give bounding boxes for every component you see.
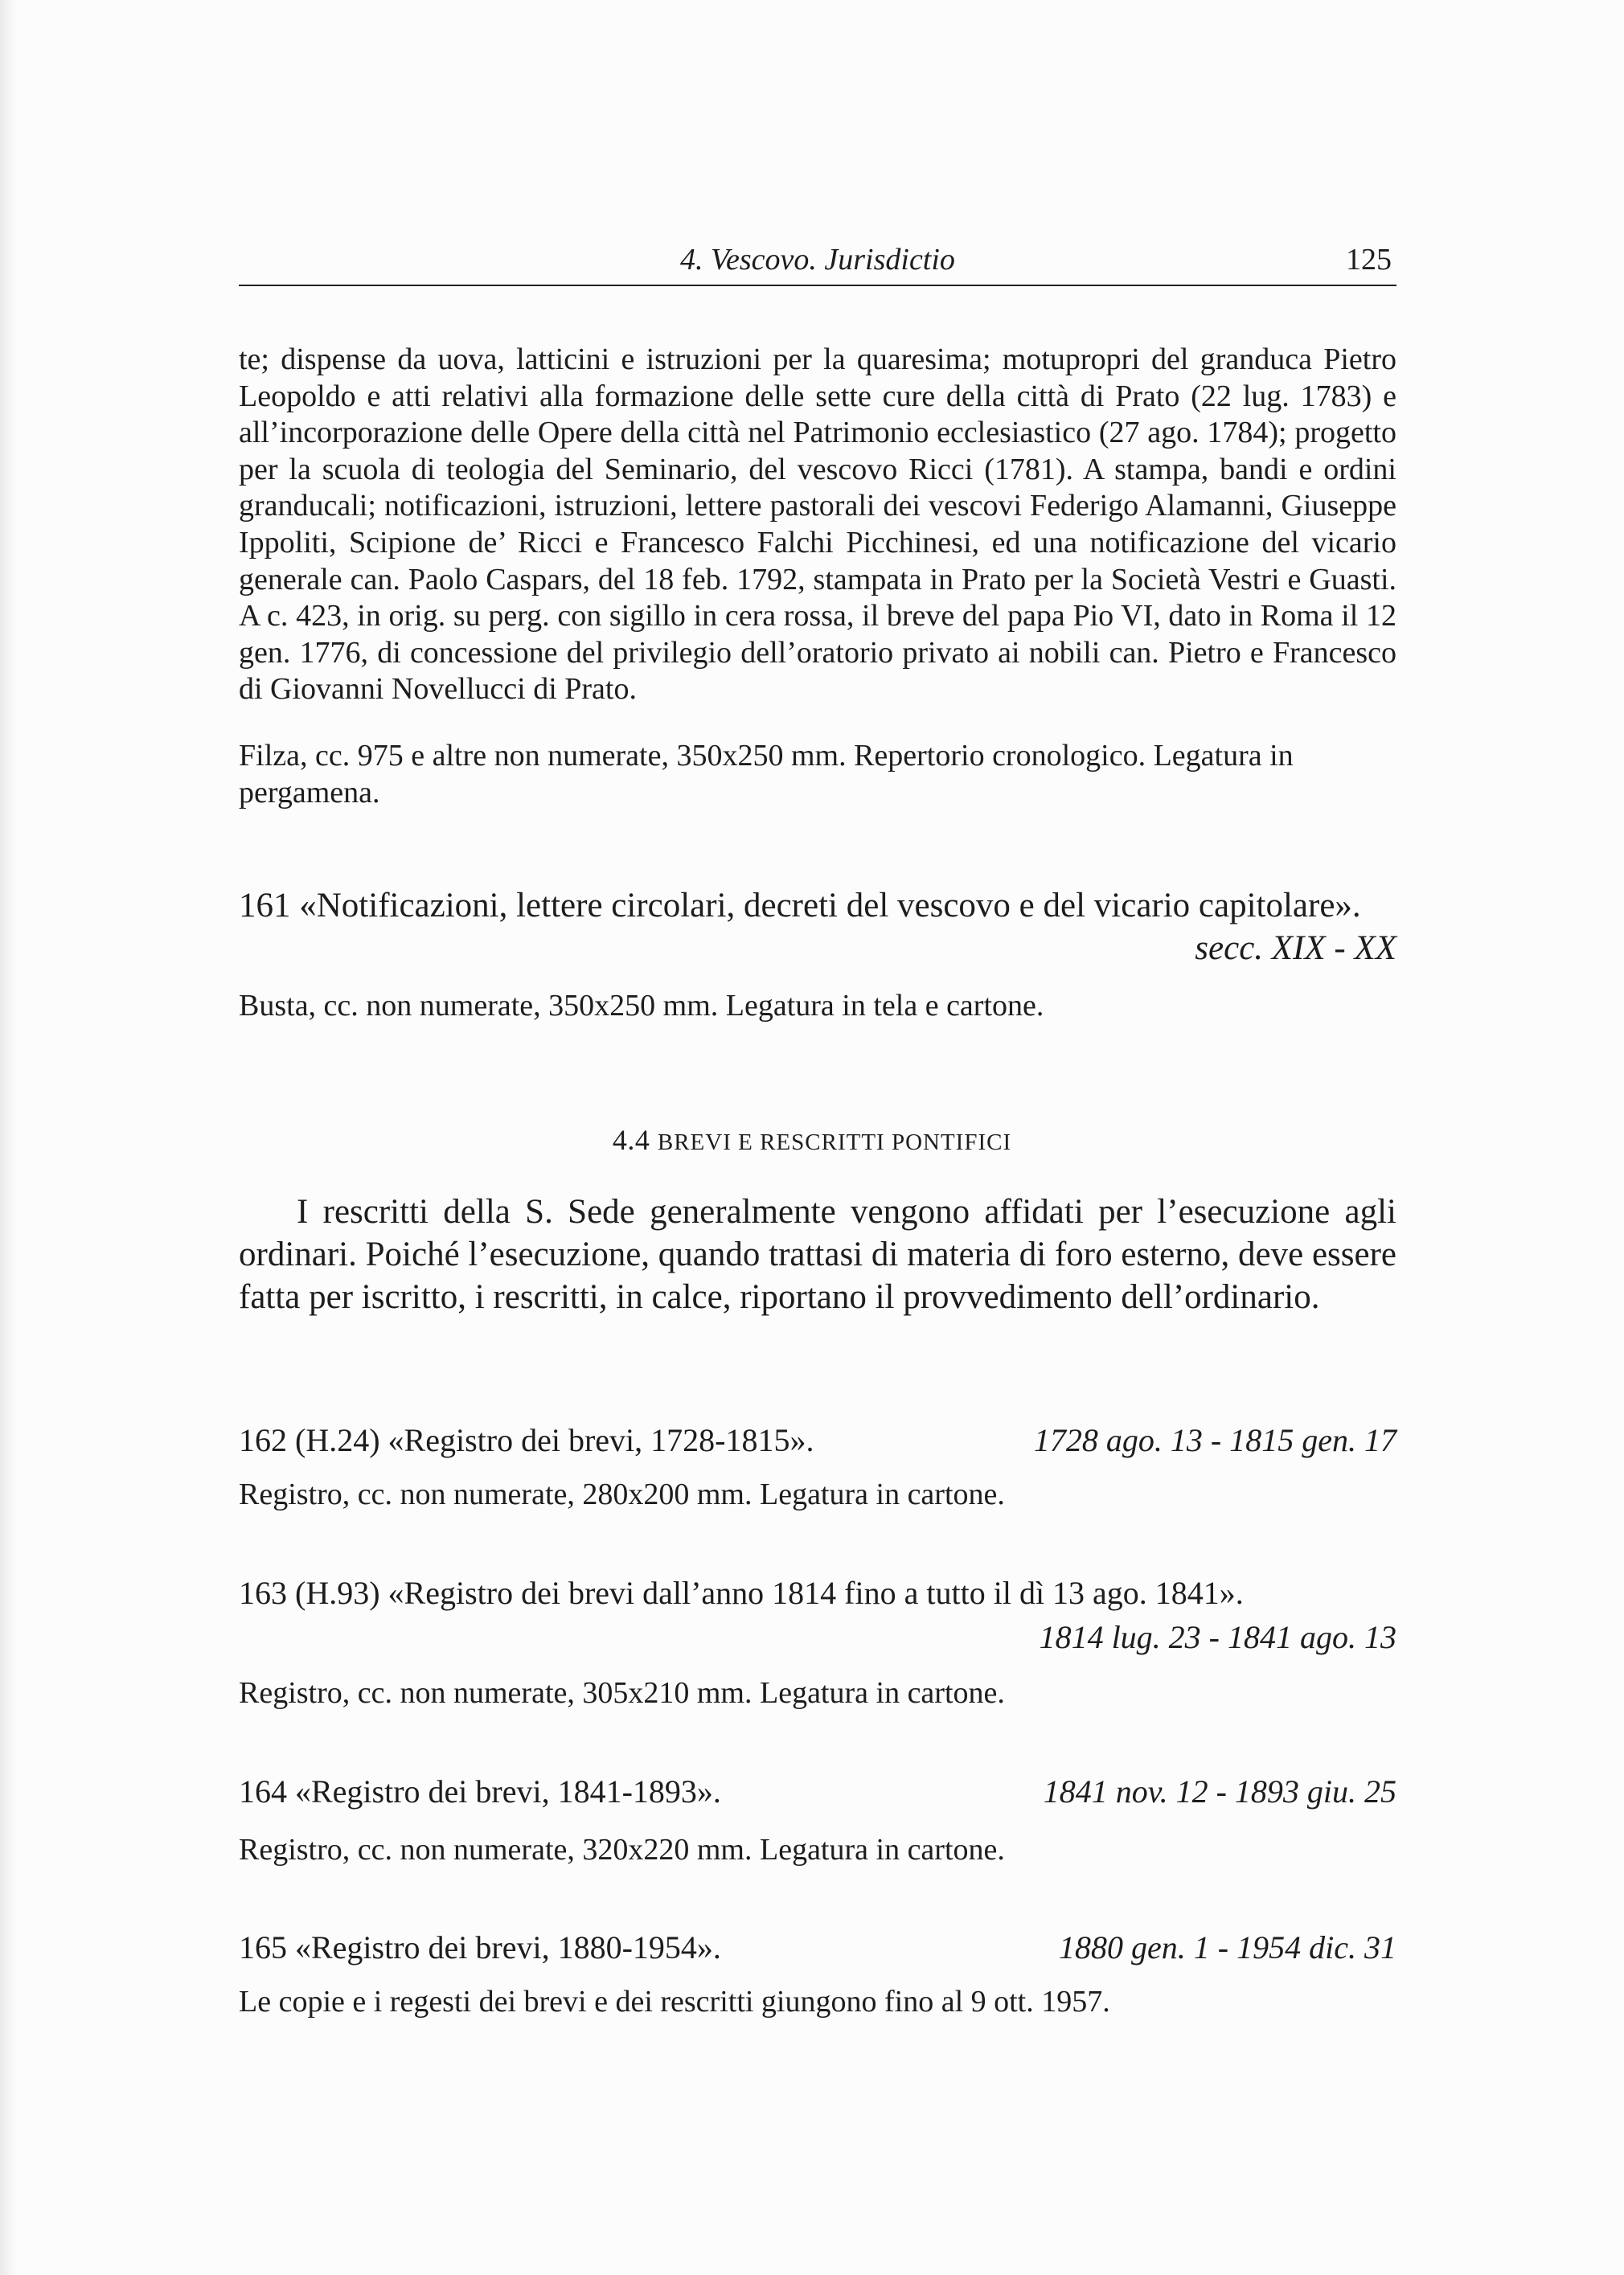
entry-161-date: secc. XIX - XX	[1195, 929, 1396, 967]
running-head: 4. Vescovo. Jurisdictio	[680, 243, 955, 277]
entry-163-date: 1814 lug. 23 - 1841 ago. 13	[1039, 1619, 1396, 1655]
continuation-description-text: Filza, cc. 975 e altre non numerate, 350x250 mm. Repertorio cronologico. Legatura in pergamena.	[239, 739, 1294, 810]
page-number: 125	[1346, 243, 1392, 277]
continuation-paragraph	[239, 342, 1396, 708]
page-header	[239, 240, 1396, 286]
entry-161-description: Busta, cc. non numerate, 350x250 mm. Legatura in tela e cartone.	[239, 989, 1044, 1023]
entry-165-date: 1880 gen. 1 - 1954 dic. 31	[1059, 1929, 1396, 1966]
entry-163-title: 163 (H.93) «Registro dei brevi dall’anno 1814 fino a tutto il dì 13 ago. 1841».	[239, 1575, 1244, 1611]
section-body-text: I rescritti della S. Sede generalmente vengono affidati per l’esecuzione agli ordinari. Poiché l’esecuzione, quando trattasi di materia di foro esterno, deve essere fatta per iscritto, i rescritti, in calce, riportano il provvedimento dell’ordinario.	[239, 1193, 1396, 1316]
entry-164-description: Registro, cc. non numerate, 320x220 mm. Legatura in cartone.	[239, 1833, 1005, 1867]
entry-165-description: Le copie e i regesti dei brevi e dei rescritti giungono fino al 9 ott. 1957.	[239, 1985, 1110, 2019]
entry-163-description: Registro, cc. non numerate, 305x210 mm. Legatura in cartone.	[239, 1676, 1005, 1710]
entry-162-description: Registro, cc. non numerate, 280x200 mm. Legatura in cartone.	[239, 1478, 1005, 1511]
entry-162-heading	[239, 1420, 1396, 1461]
entry-163-heading	[239, 1573, 1396, 1613]
entry-164-date: 1841 nov. 12 - 1893 giu. 25	[1043, 1773, 1396, 1810]
section-body	[239, 1191, 1396, 1318]
section-number: 4.4	[612, 1124, 650, 1156]
entry-164-title: 164 «Registro dei brevi, 1841-1893».	[239, 1773, 721, 1810]
entry-162-date: 1728 ago. 13 - 1815 gen. 17	[1033, 1422, 1396, 1458]
section-heading	[0, 1122, 1624, 1160]
continuation-description	[239, 738, 1396, 811]
section-title: BREVI E RESCRITTI PONTIFICI	[657, 1129, 1012, 1155]
entry-162-title: 162 (H.24) «Registro dei brevi, 1728-1815».	[239, 1422, 814, 1458]
entry-161-title	[239, 884, 1396, 927]
entry-165-heading	[239, 1928, 1396, 1968]
entry-161-title-text: 161 «Notificazioni, lettere circolari, decreti del vescovo e del vicario capitolare».	[239, 887, 1361, 924]
entry-165-title: 165 «Registro dei brevi, 1880-1954».	[239, 1929, 721, 1966]
continuation-text: te; dispense da uova, latticini e istruzioni per la quaresima; motupropri del granduca Pietro Leopoldo e atti relativi alla formazione delle sette cure della città di Prato (22 lug. 1783) e all’incorporazione delle Opere della città nel Patrimonio ecclesiastico (27 ago. 1784); progetto per la scuola di teologia del Seminario, del vescovo Ricci (1781). A stampa, bandi e ordini granducali; notificazioni, istruzioni, lettere pastorali dei vescovi Federigo Alamanni, Giuseppe Ippoliti, Scipione de’ Ricci e Francesco Falchi Picchinesi, ed una notificazione del vicario generale can. Paolo Caspars, del 18 feb. 1792, stampata in Prato per la Società Vestri e Guasti. A c. 423, in orig. su perg. con sigillo in cera rossa, il breve del papa Pio VI, dato in Roma il 12 gen. 1776, di concessione del privilegio dell’oratorio privato ai nobili can. Pietro e Francesco di Giovanni Novellucci di Prato.	[239, 342, 1396, 707]
entry-164-heading	[239, 1772, 1396, 1812]
